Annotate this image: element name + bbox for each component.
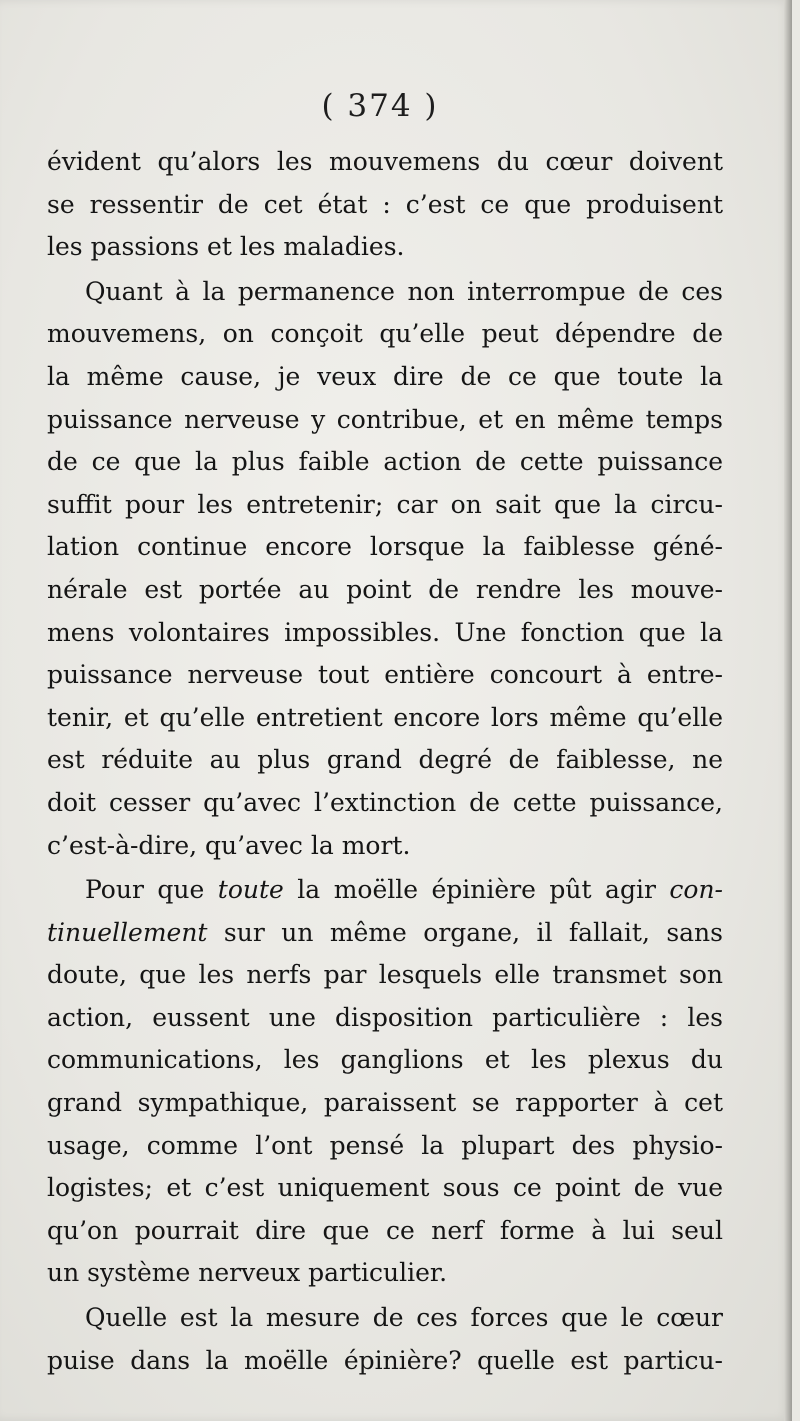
text-line: puissance nerveuse y contribue, et en même temps [47, 404, 723, 434]
body-text [47, 141, 723, 1382]
text-line: mouvemens, on conçoit qu’elle peut dépendre de [47, 319, 723, 349]
text-line: mens volontaires impossibles. Une fonction que la [47, 617, 723, 647]
text-line: communications, les ganglions et les plexus du [47, 1045, 723, 1075]
text-line: c’est-à-dire, qu’avec la mort. [47, 830, 411, 860]
text-line: un système nerveux particulier. [47, 1258, 448, 1288]
text-line: puissance nerveuse tout entière concourt à entre- [47, 660, 723, 690]
text-line: Quelle est la mesure de ces forces que le cœur [85, 1303, 723, 1333]
italic-word: toute [217, 875, 284, 905]
text-line: doute, que les nerfs par lesquels elle transmet son [47, 960, 723, 990]
text-run: Pour que [85, 875, 218, 905]
text-line: Quant à la permanence non interrompue de ces [85, 276, 723, 306]
text-line: qu’on pourrait dire que ce nerf forme à lui seul [47, 1215, 723, 1245]
text-line: de ce que la plus faible action de cette puissance [47, 447, 723, 477]
text-line: puise dans la moëlle épinière? quelle est particu- [47, 1345, 723, 1375]
paragraph-2 [47, 271, 723, 867]
text-line [47, 912, 723, 955]
text-line: nérale est portée au point de rendre les mouve- [47, 574, 723, 604]
page-edge [784, 0, 792, 1421]
text-line: suffit pour les entretenir; car on sait que la circu- [47, 489, 723, 519]
text-run: sur un même organe, il fallait, sans [207, 917, 723, 947]
text-line: les passions et les maladies. [47, 232, 405, 262]
text-line: tenir, et qu’elle entretient encore lors même qu’elle [47, 702, 723, 732]
text-line: doit cesser qu’avec l’extinction de cette puissance, [47, 787, 723, 817]
italic-word: tinuellement [47, 917, 208, 947]
text-line: logistes; et c’est uniquement sous ce point de vue [47, 1173, 723, 1203]
text-line: la même cause, je veux dire de ce que toute la [47, 361, 723, 391]
text-line [47, 869, 723, 912]
text-line: grand sympathique, paraissent se rapporter à cet [47, 1088, 723, 1118]
paragraph-4 [47, 1297, 723, 1382]
page-number: ( 374 ) [321, 88, 439, 124]
text-run: la moëlle épinière pût agir [283, 875, 670, 905]
text-line: usage, comme l’ont pensé la plupart des physio- [47, 1130, 723, 1160]
paragraph-1 [47, 141, 723, 269]
text-line: est réduite au plus grand degré de faiblesse, ne [47, 745, 723, 775]
text-line: évident qu’alors les mouvemens du cœur doivent [47, 147, 723, 176]
italic-word: con- [669, 875, 723, 905]
text-line: lation continue encore lorsque la faiblesse géné- [47, 532, 723, 562]
paragraph-3 [47, 869, 723, 1295]
text-line: se ressentir de cet état : c’est ce que produisent [47, 189, 723, 219]
text-line: action, eussent une disposition particulière : les [47, 1002, 723, 1032]
